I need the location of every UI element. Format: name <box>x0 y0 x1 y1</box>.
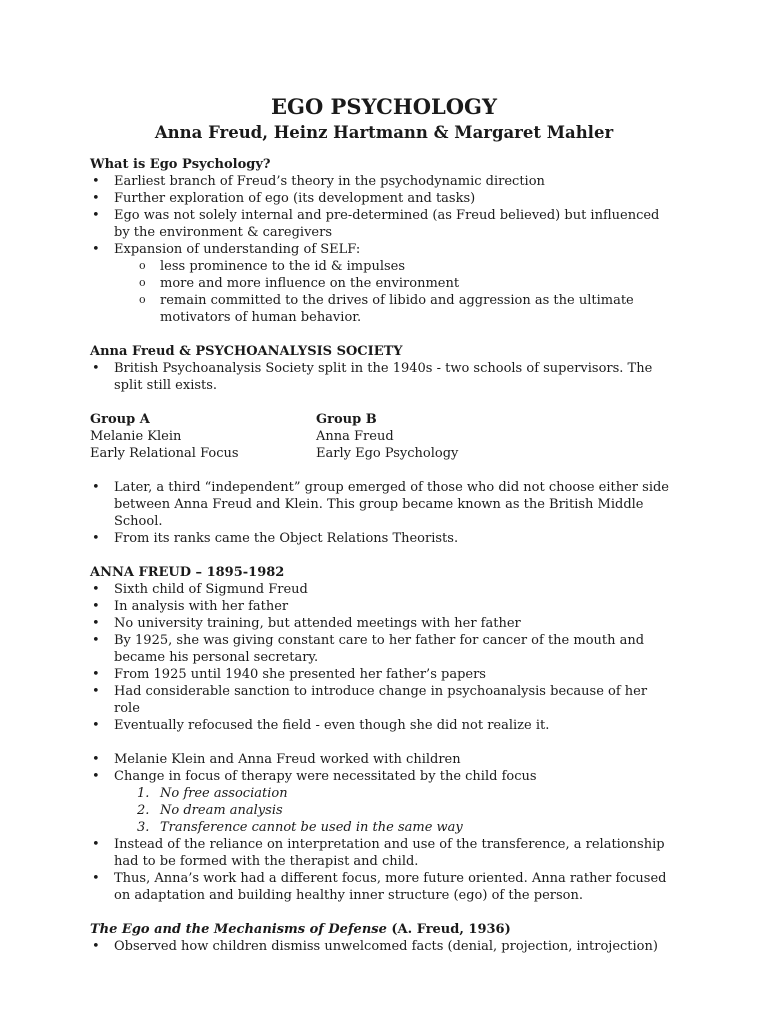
bullet-list <box>90 360 675 394</box>
list-item <box>90 241 675 326</box>
list-item: • Observed how children dismiss unwelcomed facts (denial, projection, introjection) <box>90 938 675 955</box>
group-a-heading: Group A <box>90 412 150 427</box>
sub-bullet-list <box>114 258 675 326</box>
group-b-line2: Early Ego Psychology <box>316 446 459 461</box>
list-item: • Further exploration of ego (its development and tasks) <box>90 190 675 207</box>
group-a-column <box>90 411 316 462</box>
list-item: • Instead of the reliance on interpretation and use of the transference, a relationship had to be formed with the therapist and child. <box>90 836 675 870</box>
list-item: • British Psychoanalysis Society split in the 1940s - two schools of supervisors. The split still exists. <box>90 360 675 394</box>
list-item: • Ego was not solely internal and pre-determined (as Freud believed) but influenced by the environment & caregivers <box>90 207 675 241</box>
list-item: • Melanie Klein and Anna Freud worked with children <box>90 751 675 768</box>
citation: (A. Freud, 1936) <box>386 922 511 937</box>
list-item: • Later, a third “independent” group emerged of those who did not choose either side between Anna Freud and Klein. This group became known as the British Middle School. <box>90 479 675 530</box>
item-number: 1. <box>137 786 150 801</box>
numbered-item <box>114 802 675 819</box>
document-body <box>90 156 675 955</box>
list-item: • Thus, Anna’s work had a different focus, more future oriented. Anna rather focused on adaptation and building healthy inner structure (ego) of the person. <box>90 870 675 904</box>
item-text: No free association <box>160 786 288 801</box>
section-heading-what-is-ego-psychology: What is Ego Psychology? <box>90 157 271 172</box>
document-subtitle: Anna Freud, Heinz Hartmann & Margaret Mahler <box>154 123 614 142</box>
groups-table <box>90 411 675 462</box>
item-number: 2. <box>137 803 150 818</box>
bullet-list <box>90 938 675 955</box>
sub-list-item: o more and more influence on the environment <box>114 275 675 292</box>
bullet-list <box>90 581 675 734</box>
list-item-text: Change in focus of therapy were necessitated by the child focus <box>114 769 537 784</box>
list-item: • In analysis with her father <box>90 598 675 615</box>
numbered-item <box>114 785 675 802</box>
item-text: No dream analysis <box>160 803 283 818</box>
bullet-list <box>90 173 675 326</box>
list-item-text: Expansion of understanding of SELF: <box>114 242 361 257</box>
bullet-list <box>90 751 675 904</box>
item-text: Transference cannot be used in the same way <box>160 820 463 835</box>
item-number: 3. <box>137 820 150 835</box>
sub-list-item: o less prominence to the id & impulses <box>114 258 675 275</box>
section-heading-anna-freud: ANNA FREUD – 1895-1982 <box>90 565 285 580</box>
numbered-list <box>114 785 675 836</box>
group-a-line1: Melanie Klein <box>90 429 182 444</box>
section-heading-mechanisms-of-defense <box>90 921 675 938</box>
list-item: • Eventually refocused the field - even though she did not realize it. <box>90 717 675 734</box>
group-b-column <box>316 411 542 462</box>
bullet-list <box>90 479 675 547</box>
list-item: • By 1925, she was giving constant care to her father for cancer of the mouth and became his personal secretary. <box>90 632 675 666</box>
group-b-line1: Anna Freud <box>316 429 394 444</box>
list-item <box>90 768 675 836</box>
list-item: • Sixth child of Sigmund Freud <box>90 581 675 598</box>
list-item: • Earliest branch of Freud’s theory in the psychodynamic direction <box>90 173 675 190</box>
section-heading-psychoanalysis-society: Anna Freud & PSYCHOANALYSIS SOCIETY <box>90 344 403 359</box>
book-title: The Ego and the Mechanisms of Defense <box>90 922 387 937</box>
group-a-line2: Early Relational Focus <box>90 446 239 461</box>
group-b-heading: Group B <box>316 412 377 427</box>
sub-list-item: o remain committed to the drives of libido and aggression as the ultimate motivators of human behavior. <box>114 292 675 326</box>
list-item: • Had considerable sanction to introduce change in psychoanalysis because of her role <box>90 683 675 717</box>
list-item: • From its ranks came the Object Relations Theorists. <box>90 530 675 547</box>
list-item: • From 1925 until 1940 she presented her father’s papers <box>90 666 675 683</box>
list-item: • No university training, but attended meetings with her father <box>90 615 675 632</box>
numbered-item <box>114 819 675 836</box>
document-title: EGO PSYCHOLOGY <box>271 94 497 119</box>
